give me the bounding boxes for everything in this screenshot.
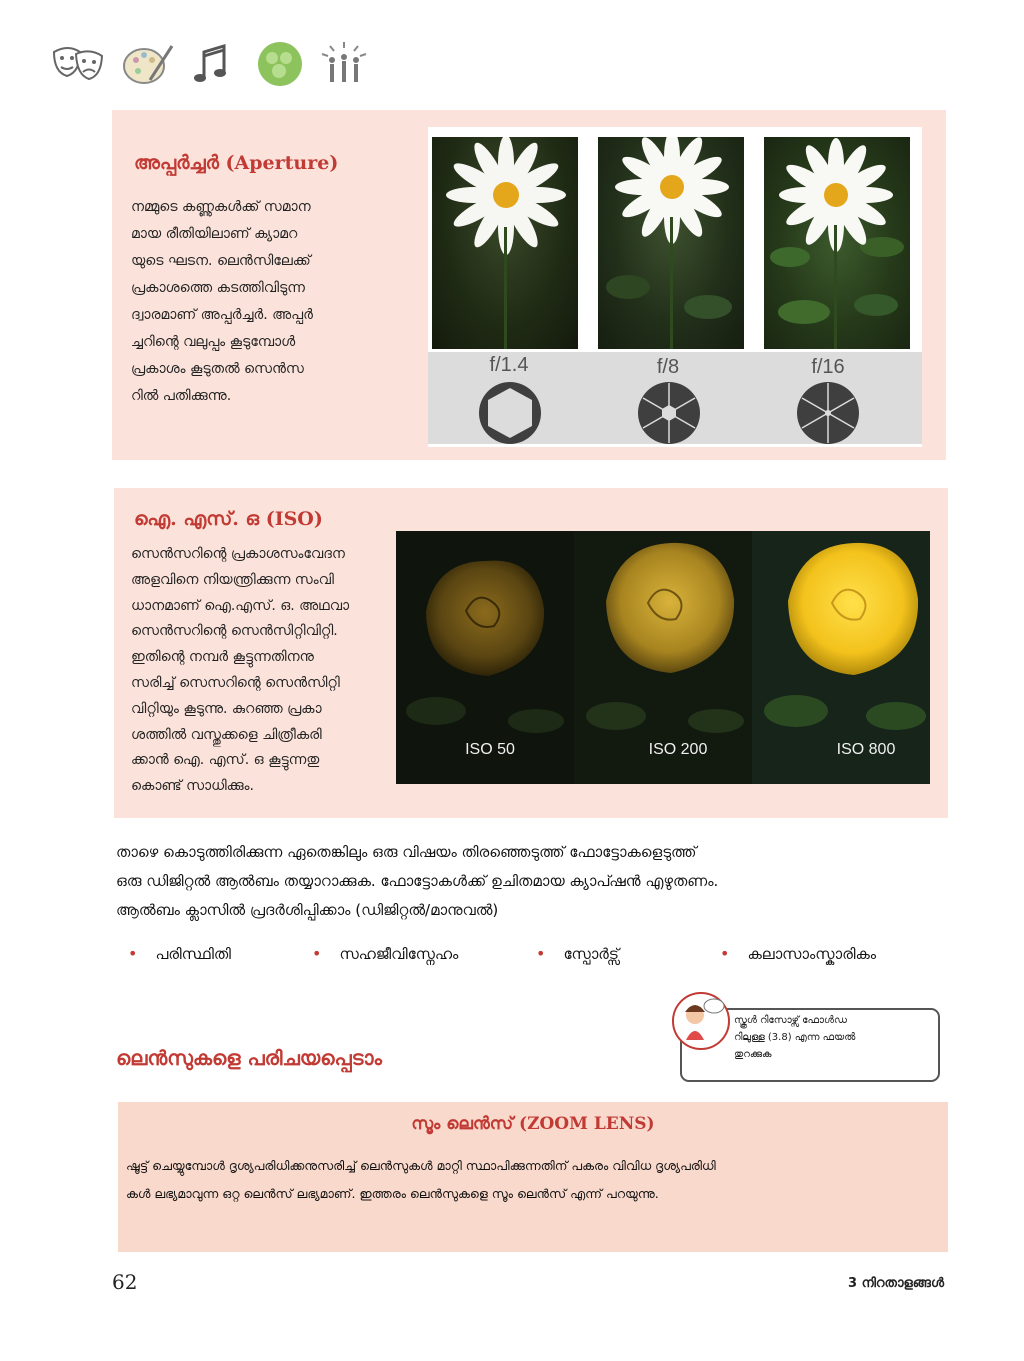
iso-line: വിറ്റിയും കൂടുന്നു. കുറഞ്ഞ പ്രകാ xyxy=(131,700,322,717)
aperture-line: റിൽ പതിക്കുന്നു. xyxy=(131,388,232,404)
iso-description xyxy=(131,542,383,800)
iso-line: ധാനമാണ് ഐ.എസ്. ഒ. അഥവാ xyxy=(131,597,350,614)
aperture-line: പ്രകാശത്തെ കടത്തിവിടുന്ന xyxy=(131,280,305,296)
iso-line: കൊണ്ട് സാധിക്കും. xyxy=(131,778,254,795)
activity-paragraph xyxy=(116,838,946,925)
daisy-image xyxy=(432,137,578,349)
aperture-line: ദ്വാരമാണ് അപ്പർച്ചർ. അപ്പർ xyxy=(131,307,313,323)
aperture-line: യുടെ ഘടന. ലെൻസിലേക്ക് xyxy=(131,253,311,269)
iso-line: ഇതിന്റെ നമ്പർ കൂട്ടുന്നതിനനു xyxy=(131,649,314,666)
dance-figure-icon xyxy=(316,40,368,88)
aperture-line: മായ രീതിയിലാണ് ക്യാമറ xyxy=(131,226,298,242)
aperture-title: അപ്പർച്ചർ (Aperture) xyxy=(134,152,339,174)
lenses-heading: ലെൻസുകളെ പരിചയപ്പെടാം xyxy=(116,1046,382,1070)
topic-bullet: • സഹജീവിസ്നേഹം xyxy=(312,944,459,963)
leaf-circle-icon xyxy=(252,40,304,88)
fstop-label: f/16 xyxy=(811,356,845,378)
activity-line: ആൽബം ക്ലാസിൽ പ്രദർശിപ്പിക്കാം (ഡിജിറ്റൽ/മാനുവൽ) xyxy=(116,901,499,919)
girl-avatar-icon xyxy=(670,990,732,1056)
callout-text: സ്കൂൾ റിസോഴ്സ് ഫോൾഡ റിലുള്ള (3.8) എന്ന ഫയൽ തുറക്കുക xyxy=(734,1015,856,1060)
iso-line: സെൻസറിന്റെ പ്രകാശസംവേദന xyxy=(131,546,345,562)
aperture-description xyxy=(131,194,361,410)
flower-photo-f16 xyxy=(764,137,910,349)
chapter-title: 3 നിറതാളങ്ങൾ xyxy=(848,1276,944,1291)
iso-line: സെൻസറിന്റെ സെൻസിറ്റിവിറ്റി. xyxy=(131,623,338,640)
aperture-line: ച്ചറിന്റെ വലുപ്പം കൂടുമ്പോൾ xyxy=(131,334,296,350)
fstop-label: f/8 xyxy=(656,356,680,378)
aperture-medium-icon xyxy=(635,380,703,450)
daisy-image xyxy=(598,137,744,349)
music-notes-icon xyxy=(190,40,242,88)
iso-label: ISO 50 xyxy=(465,741,515,758)
activity-line: താഴെ കൊടുത്തിരിക്കുന്ന ഏതെങ്കിലും ഒരു വിഷയം തിരഞ്ഞെടുത്ത് ഫോട്ടോകളെടുത്ത് xyxy=(116,843,697,861)
flower-photo-f1-4 xyxy=(432,137,578,349)
topic-bullet: • കലാസാംസ്കാരികം xyxy=(720,944,877,963)
aperture-line: നമ്മുടെ കണ്ണുകൾക്ക് സമാന xyxy=(131,199,311,215)
iso-line: ക്കാൻ ഐ. എസ്. ഒ കൂട്ടുന്നതു xyxy=(131,752,320,769)
topic-bullet: • സ്പോർട്സ് xyxy=(536,944,619,963)
iso-line: ശത്തിൽ വസ്തുക്കളെ ചിത്രീകരി xyxy=(131,726,322,743)
iso-label: ISO 800 xyxy=(836,741,896,758)
aperture-open-icon xyxy=(476,380,544,450)
theatre-masks-icon xyxy=(50,40,102,88)
iso-line: സരിച്ച് സെസറിന്റെ സെൻസിറ്റി xyxy=(131,674,340,691)
topic-bullet: • പരിസ്ഥിതി xyxy=(128,944,231,963)
daisy-image xyxy=(764,137,910,349)
iso-line: അളവിനെ നിയന്ത്രിക്കുന്ന സംവി xyxy=(131,571,334,588)
iso-title: ഐ. എസ്. ഒ (ISO) xyxy=(134,508,323,530)
activity-line: ഒരു ഡിജിറ്റൽ ആൽബം തയ്യാറാക്കുക. ഫോട്ടോകൾക്ക് ഉചിതമായ ക്യാപ്ഷൻ എഴുതണം. xyxy=(116,872,719,890)
fstop-label: f/1.4 xyxy=(489,354,529,376)
aperture-line: പ്രകാശം കൂടുതൽ സെൻസ xyxy=(131,361,304,377)
painting-palette-icon xyxy=(120,40,172,88)
aperture-small-icon xyxy=(794,380,862,450)
zoom-lens-text: ഷൂട്ട് ചെയ്യുമ്പോൾ ദൃശ്യപരിധിക്കനുസരിച്ച് ലെൻസുകൾ മാറ്റി സ്ഥാപിക്കുന്നതിന് പകരം വിവിധ ദൃശ്യപരിധി കൾ ലഭ്യമാവുന്ന ഒറ്റ ലെൻസ് ലഭ്യമാണ്. ഇത്തരം ലെൻസുകളെ സൂം ലെൻസ് എന്ന് പറയുന്നു. xyxy=(126,1158,716,1201)
zoom-lens-title: സൂം ലെൻസ് (ZOOM LENS) xyxy=(411,1114,655,1134)
page-number: 62 xyxy=(112,1270,138,1294)
flower-photo-f8 xyxy=(598,137,744,349)
iso-label: ISO 200 xyxy=(648,741,708,758)
